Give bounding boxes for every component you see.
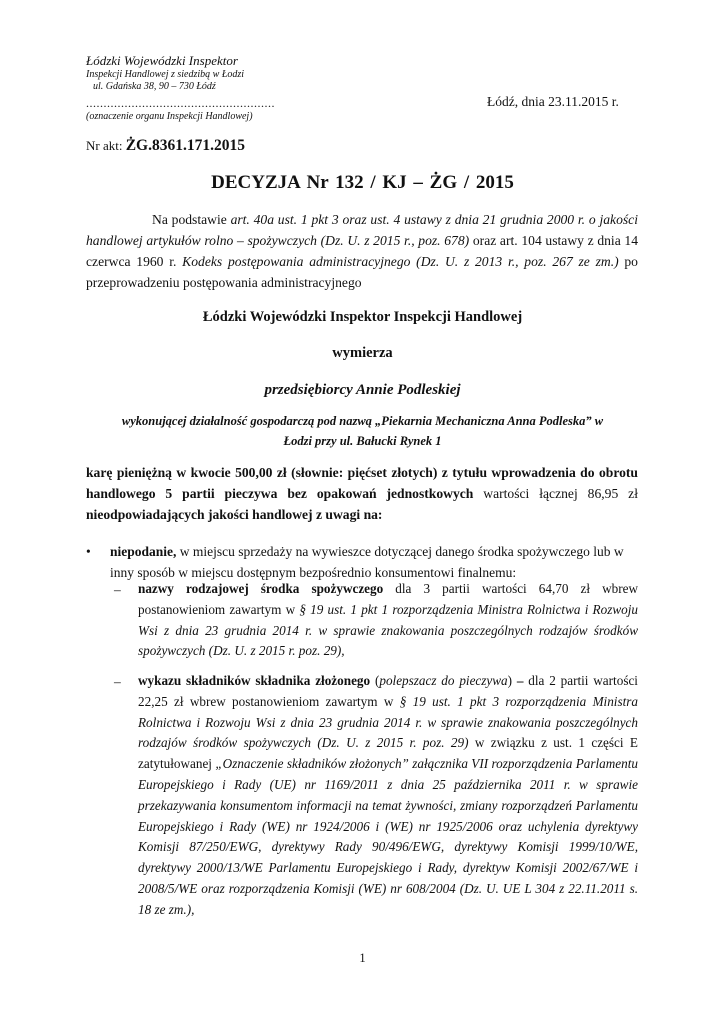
- org-caption: (oznaczenie organu Inspekcji Handlowej): [86, 111, 253, 122]
- addressee-name: przedsiębiorcy Annie Podleskiej: [264, 382, 461, 398]
- legal-basis-paragraph: [86, 209, 638, 293]
- item1-subject: nazwy rodzajowej środka spożywczego: [138, 581, 384, 596]
- item2-law-2: „Oznaczenie składników złożonych” załącznika VII rozporządzenia Parlamentu Europejskiego i Rady (UE) nr 1169/2011 z dnia 25 października 2011 r. w sprawie przekazywania konsumentom informacji na temat żywności, zmiany rozporządzeń Parlamentu Europejskiego i Rady (WE) nr 1924/2006 i (WE) nr 1925/2006 oraz uchylenia dyrektywy Komisji 87/250/EWG, dyrektywy Rady 90/496/EWG, dyrektywy Komisji 1999/10/WE, dyrektywy 2000/13/WE Parlamentu Europejskiego i Rady, dyrektyw Komisji 2002/67/WE i 2008/5/WE oraz rozporządzenia Komisji (WE) nr 608/2004 (Dz. U. UE L 304 z 22.11.2011 s. 18 ze zm.),: [138, 756, 638, 917]
- business-activity: wykonującej działalność gospodarczą pod nazwą „Piekarnia Mechaniczna Anna Podleska” w Łodzi przy ul. Bałucki Rynek 1: [121, 414, 604, 448]
- dash-marker-1: –: [114, 582, 121, 597]
- violation-bullet: [110, 541, 638, 583]
- basis-text-2: oraz art. 104 ustawy z dnia 14 czerwca 1960 r.: [86, 233, 638, 269]
- item2-text: dla 2 partii wartości 22,25 zł wbrew postanowieniom zawartym w: [138, 673, 638, 709]
- basis-law-1: art. 40a ust. 1 pkt 3 oraz ust. 4 ustawy z dnia 21 grudnia 2000 r. o jakości handlowej artykułów rolno – spożywczych (Dz. U. z 2015 r., poz. 678): [86, 212, 638, 248]
- issuing-authority-header: [86, 53, 275, 123]
- item1-text: dla 3 partii wartości 64,70 zł wbrew postanowieniom zawartym w: [138, 581, 638, 617]
- decision-title: DECYZJA Nr 132 / KJ – ŻG / 2015: [211, 172, 514, 193]
- violation-item-2: [138, 671, 638, 921]
- penalty-reason-lead: nieodpowiadających jakości handlowej z uwagi na:: [86, 507, 383, 522]
- authority-heading: Łódzki Wojewódzki Inspektor Inspekcji Handlowej: [202, 309, 523, 325]
- org-address-line: ul. Gdańska 38, 90 – 730 Łódź: [93, 81, 216, 92]
- dash-marker-2: –: [114, 674, 121, 689]
- case-number-value: ŻG.8361.171.2015: [125, 137, 245, 154]
- item1-law: § 19 ust. 1 pkt 1 rozporządzenia Ministra Rolnictwa i Rozwoju Wsi z dnia 23 grudnia 2014 r. w sprawie znakowania poszczególnych rodzajów środków spożywczych (Dz. U. z 2015 r. poz. 29),: [138, 601, 638, 659]
- basis-text-3: po przeprowadzeniu postępowania administracyjnego: [86, 254, 638, 290]
- org-name-line: Łódzki Wojewódzki Inspektor: [86, 53, 238, 68]
- page-number: 1: [359, 951, 366, 965]
- bullet-marker: •: [86, 544, 91, 559]
- case-number: [86, 137, 245, 155]
- basis-text-1: Na podstawie: [152, 212, 231, 227]
- penalty-amount: karę pieniężną w kwocie 500,00 zł (słownie: pięćset złotych) z tytułu wprowadzenia do obrotu handlowego 5 partii pieczywa bez opakowań jednostkowych: [86, 465, 638, 501]
- violation-item-1: [138, 579, 638, 662]
- case-number-label: Nr akt:: [86, 138, 126, 153]
- item2-paren-open: (: [370, 673, 380, 688]
- item2-link-text: w związku z ust. 1 części E zatytułowanej: [138, 735, 638, 772]
- org-dotted-line: ......................................................: [86, 96, 275, 110]
- item2-paren-close: ): [507, 673, 517, 688]
- bullet-text: w miejscu sprzedaży na wywieszce dotyczącej danego środka spożywczego lub w inny sposób w miejscu dostępnym bezpośrednio konsumentowi finalnemu:: [110, 544, 624, 580]
- item2-ingredient: polepszacz do pieczywa: [379, 673, 508, 688]
- bullet-keyword: niepodanie,: [110, 544, 177, 559]
- basis-law-2: Kodeks postępowania administracyjnego (Dz. U. z 2013 r., poz. 267 ze zm.): [182, 254, 619, 269]
- item2-dash: –: [516, 673, 524, 688]
- place-and-date: Łódź, dnia 23.11.2015 r.: [487, 94, 619, 109]
- penalty-value-text: wartości łącznej 86,95 zł: [473, 486, 638, 501]
- item2-subject: wykazu składników składnika złożonego: [138, 673, 371, 688]
- decision-verb: wymierza: [332, 345, 393, 361]
- penalty-paragraph: [86, 462, 638, 525]
- item2-law-1: § 19 ust. 1 pkt 3 rozporządzenia Ministra Rolnictwa i Rozwoju Wsi z dnia 23 grudnia 2014 r. w sprawie znakowania poszczególnych rodzajów środków spożywczych (Dz. U. z 2015 r. poz. 29): [138, 693, 638, 751]
- org-seat-line: Inspekcji Handlowej z siedzibą w Łodzi: [86, 69, 245, 80]
